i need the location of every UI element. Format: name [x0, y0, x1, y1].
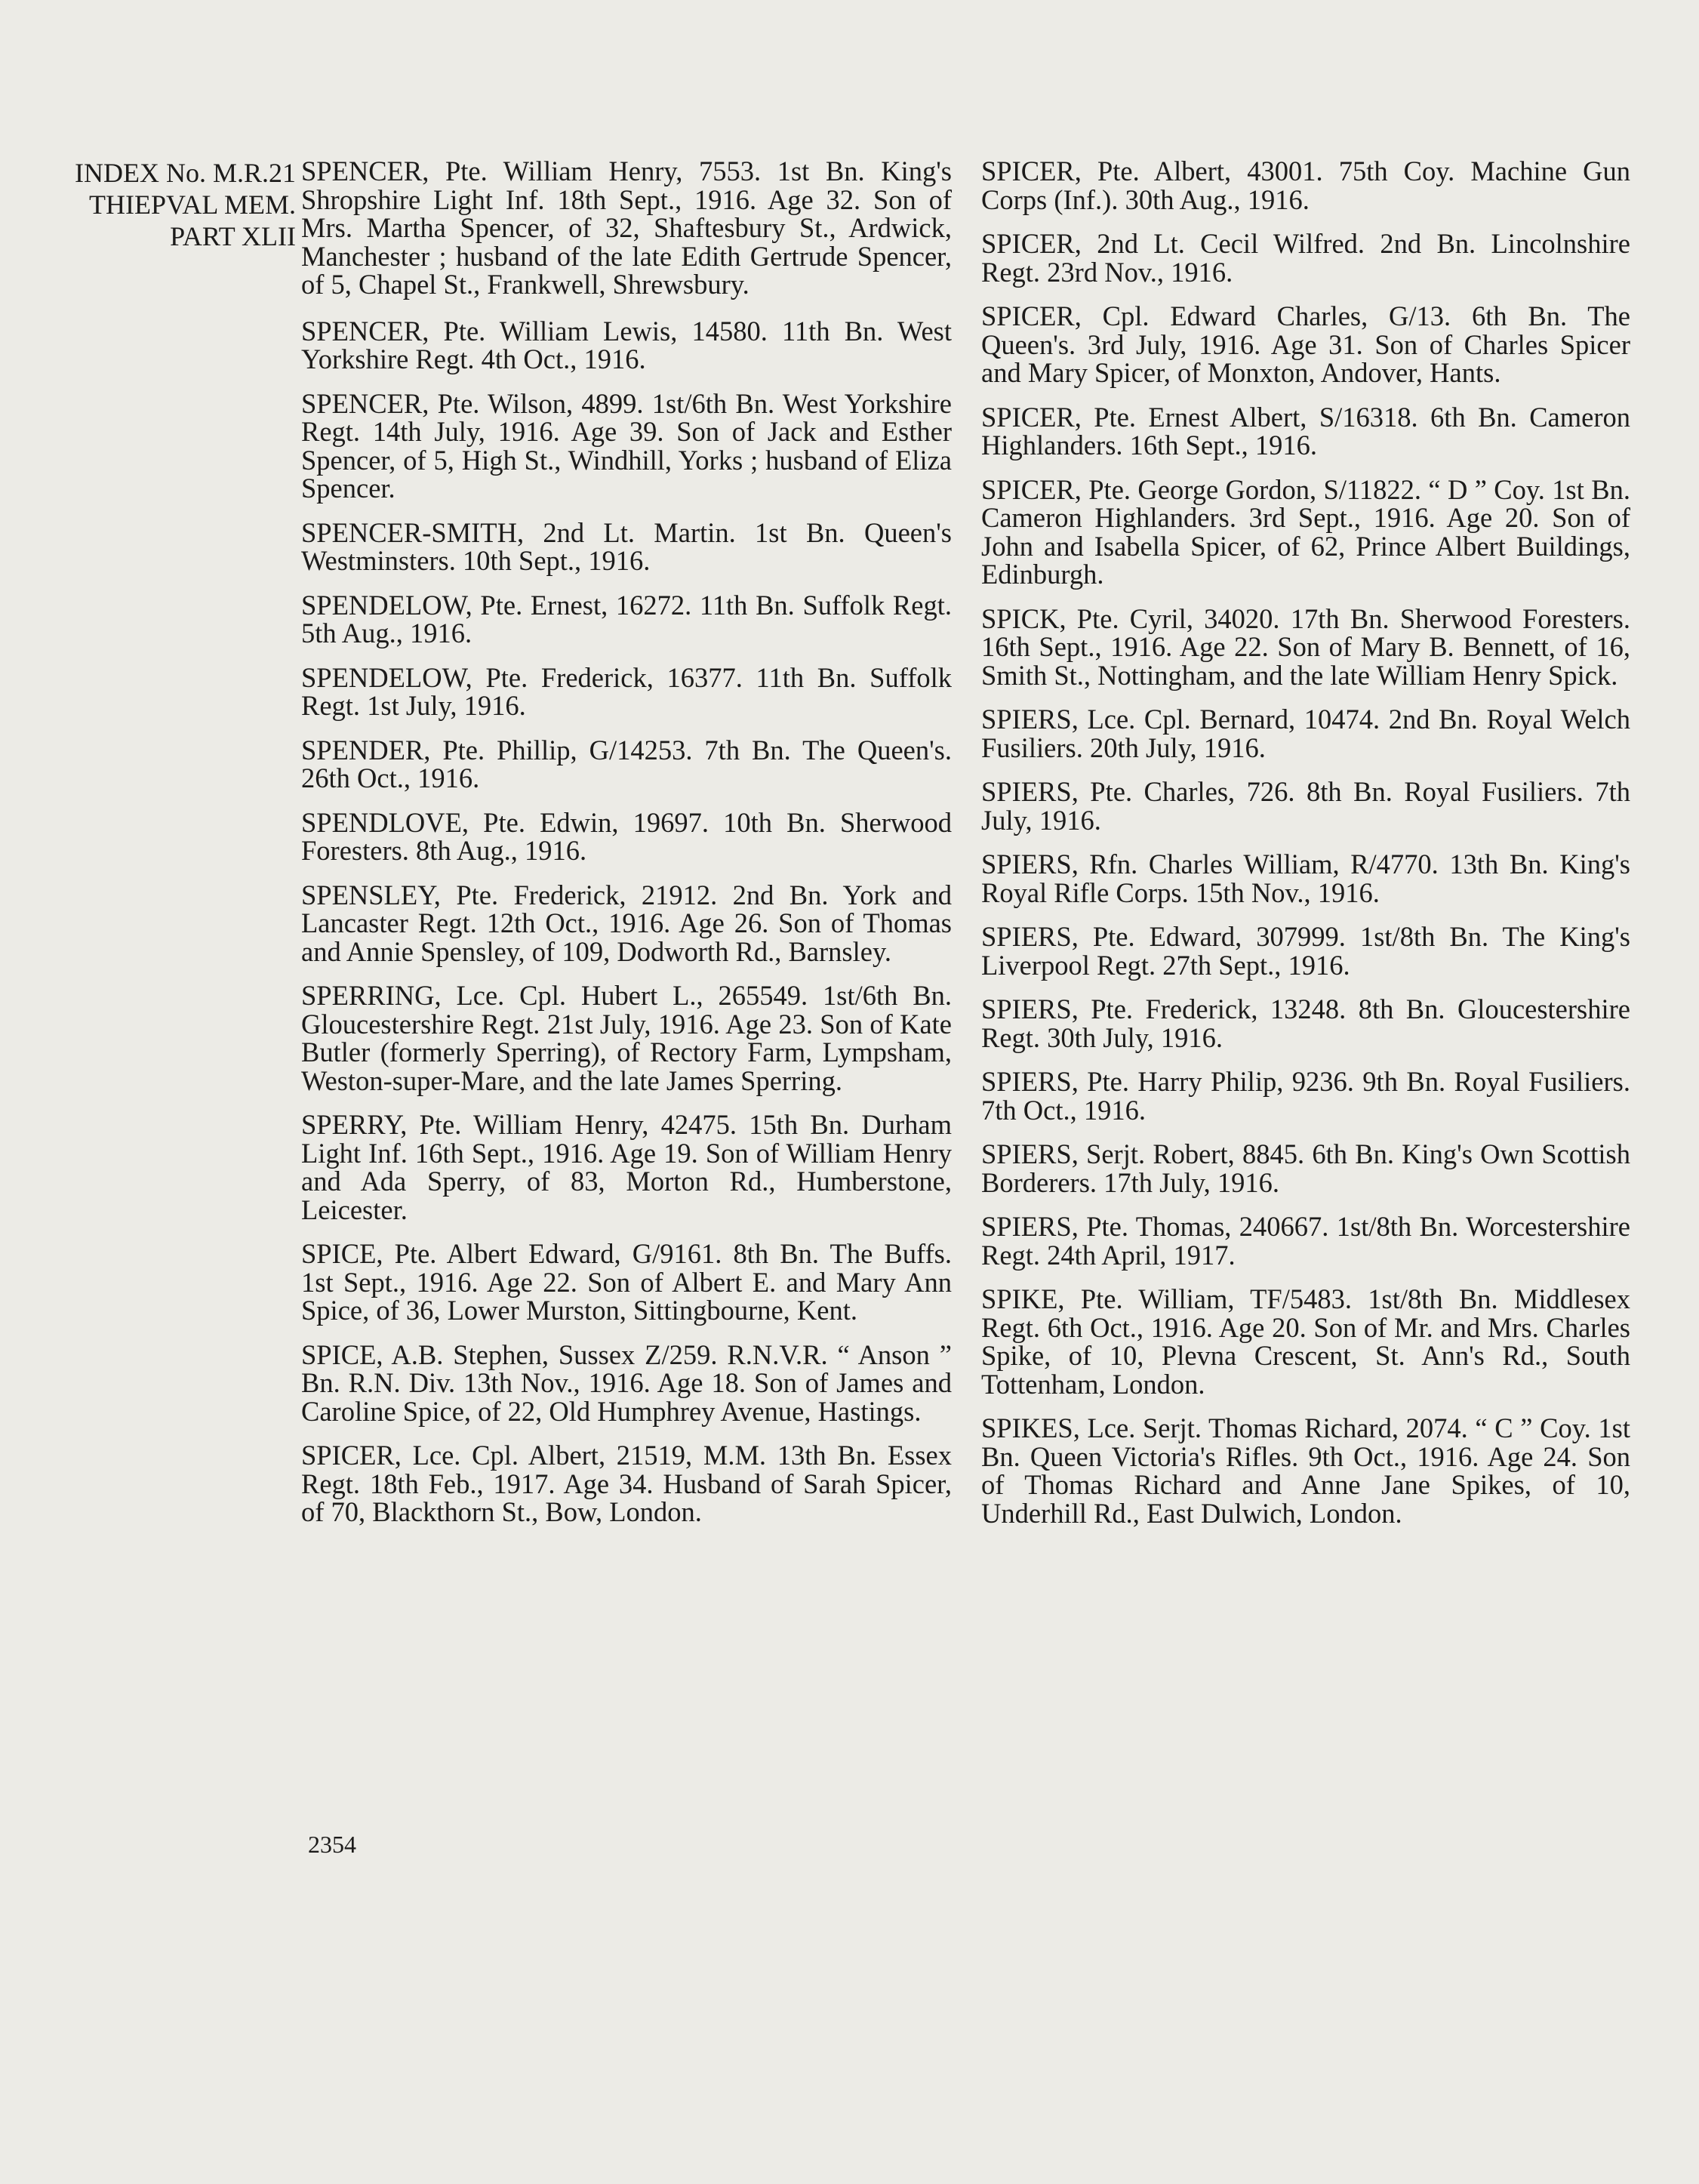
casualty-entry: SPIERS, Lce. Cpl. Bernard, 10474. 2nd Bn. Royal Welch Fusiliers. 20th July, 1916. [981, 704, 1630, 763]
casualty-entry: SPIERS, Pte. Edward, 307999. 1st/8th Bn. The King's Liverpool Regt. 27th Sept., 1916. [981, 921, 1630, 981]
casualty-entry: SPENDER, Pte. Phillip, G/14253. 7th Bn. The Queen's. 26th Oct., 1916. [301, 734, 952, 793]
casualty-entry: SPICER, Cpl. Edward Charles, G/13. 6th Bn. The Queen's. 3rd July, 1916. Age 31. Son of Charles Spicer and Mary Spicer, of Monxton, Andover, Hants. [981, 300, 1630, 388]
casualty-entry: SPICER, Pte. Albert, 43001. 75th Coy. Machine Gun Corps (Inf.). 30th Aug., 1916. [981, 156, 1630, 215]
casualty-entry: SPENDELOW, Pte. Ernest, 16272. 11th Bn. Suffolk Regt. 5th Aug., 1916. [301, 589, 952, 648]
casualty-entry: SPENDELOW, Pte. Frederick, 16377. 11th Bn. Suffolk Regt. 1st July, 1916. [301, 661, 952, 721]
left-column [301, 157, 952, 1542]
index-number: INDEX No. M.R.21 [75, 158, 296, 188]
casualty-entry: SPICER, Pte. Ernest Albert, S/16318. 6th Bn. Cameron Highlanders. 16th Sept., 1916. [981, 401, 1630, 461]
casualty-entry: SPENCER, Pte. William Henry, 7553. 1st Bn. King's Shropshire Light Inf. 18th Sept., 1916. Age 32. Son of Mrs. Martha Spencer, of 32, Shaftesbury St., Ardwick, Manchester ; husband of the late Edith Gertrude Spencer, of 5, Chapel St., Frankwell, Shrewsbury. [301, 156, 952, 300]
casualty-entry: SPICER, Pte. George Gordon, S/11822. “ D ” Coy. 1st Bn. Cameron Highlanders. 3rd Sept., 1916. Age 20. Son of John and Isabella Spicer, of 62, Prince Albert Buildings, Edinburgh. [981, 473, 1630, 590]
casualty-entry: SPENDLOVE, Pte. Edwin, 19697. 10th Bn. Sherwood Foresters. 8th Aug., 1916. [301, 806, 952, 866]
casualty-entry: SPICE, Pte. Albert Edward, G/9161. 8th Bn. The Buffs. 1st Sept., 1916. Age 22. Son of Albert E. and Mary Ann Spice, of 36, Lower Murston, Sittingbourne, Kent. [301, 1238, 952, 1326]
casualty-entry: SPIERS, Pte. Charles, 726. 8th Bn. Royal Fusiliers. 7th July, 1916. [981, 776, 1630, 836]
casualty-entry: SPENCER-SMITH, 2nd Lt. Martin. 1st Bn. Queen's Westminsters. 10th Sept., 1916. [301, 516, 952, 576]
casualty-entry: SPENCER, Pte. William Lewis, 14580. 11th Bn. West Yorkshire Regt. 4th Oct., 1916. [301, 315, 952, 374]
casualty-entry: SPIKES, Lce. Serjt. Thomas Richard, 2074. “ C ” Coy. 1st Bn. Queen Victoria's Rifles. 9th Oct., 1916. Age 24. Son of Thomas Richard and Anne Jane Spikes, of 10, Underhill Rd., East Dulwich, London. [981, 1412, 1630, 1529]
casualty-entry: SPICE, A.B. Stephen, Sussex Z/259. R.N.V.R. “ Anson ” Bn. R.N. Div. 13th Nov., 1916. Age 18. Son of James and Caroline Spice, of 22, Old Humphrey Avenue, Hastings. [301, 1338, 952, 1427]
part-number: PART XLII [170, 221, 296, 251]
right-column [981, 157, 1630, 1543]
casualty-entry: SPICER, Lce. Cpl. Albert, 21519, M.M. 13th Bn. Essex Regt. 18th Feb., 1917. Age 34. Husband of Sarah Spicer, of 70, Blackthorn St., Bow, London. [301, 1440, 952, 1527]
page-number: 2354 [308, 1831, 356, 1858]
casualty-entry: SPIERS, Pte. Harry Philip, 9236. 9th Bn. Royal Fusiliers. 7th Oct., 1916. [981, 1066, 1630, 1126]
index-reference [11, 157, 296, 252]
casualty-entry: SPENSLEY, Pte. Frederick, 21912. 2nd Bn. York and Lancaster Regt. 12th Oct., 1916. Age 26. Son of Thomas and Annie Spensley, of 109, Dodworth Rd., Barnsley. [301, 879, 952, 967]
casualty-entry: SPIERS, Pte. Thomas, 240667. 1st/8th Bn. Worcestershire Regt. 24th April, 1917. [981, 1211, 1630, 1271]
casualty-entry: SPIERS, Rfn. Charles William, R/4770. 13th Bn. King's Royal Rifle Corps. 15th Nov., 1916. [981, 849, 1630, 908]
memorial-name: THIEPVAL MEM. [88, 189, 296, 220]
casualty-entry: SPIERS, Pte. Frederick, 13248. 8th Bn. Gloucestershire Regt. 30th July, 1916. [981, 993, 1630, 1053]
casualty-entry: SPERRY, Pte. William Henry, 42475. 15th Bn. Durham Light Inf. 16th Sept., 1916. Age 19. Son of William Henry and Ada Sperry, of 83, Morton Rd., Humberstone, Leicester. [301, 1109, 952, 1225]
casualty-entry: SPIKE, Pte. William, TF/5483. 1st/8th Bn. Middlesex Regt. 6th Oct., 1916. Age 20. Son of Mr. and Mrs. Charles Spike, of 10, Plevna Crescent, St. Ann's Rd., South Tottenham, London. [981, 1283, 1630, 1400]
casualty-entry: SPERRING, Lce. Cpl. Hubert L., 265549. 1st/6th Bn. Gloucestershire Regt. 21st July, 1916. Age 23. Son of Kate Butler (formerly Sperring), of Rectory Farm, Lympsham, Weston-super-Mare, and the late James Sperring. [301, 980, 952, 1096]
casualty-entry: SPICK, Pte. Cyril, 34020. 17th Bn. Sherwood Foresters. 16th Sept., 1916. Age 22. Son of Mary B. Bennett, of 16, Smith St., Nottingham, and the late William Henry Spick. [981, 602, 1630, 691]
casualty-entry: SPIERS, Serjt. Robert, 8845. 6th Bn. King's Own Scottish Borderers. 17th July, 1916. [981, 1138, 1630, 1198]
casualty-entry: SPICER, 2nd Lt. Cecil Wilfred. 2nd Bn. Lincolnshire Regt. 23rd Nov., 1916. [981, 228, 1630, 288]
casualty-entry: SPENCER, Pte. Wilson, 4899. 1st/6th Bn. West Yorkshire Regt. 14th July, 1916. Age 39. Son of Jack and Esther Spencer, of 5, High St., Windhill, Yorks ; husband of Eliza Spencer. [301, 387, 952, 504]
